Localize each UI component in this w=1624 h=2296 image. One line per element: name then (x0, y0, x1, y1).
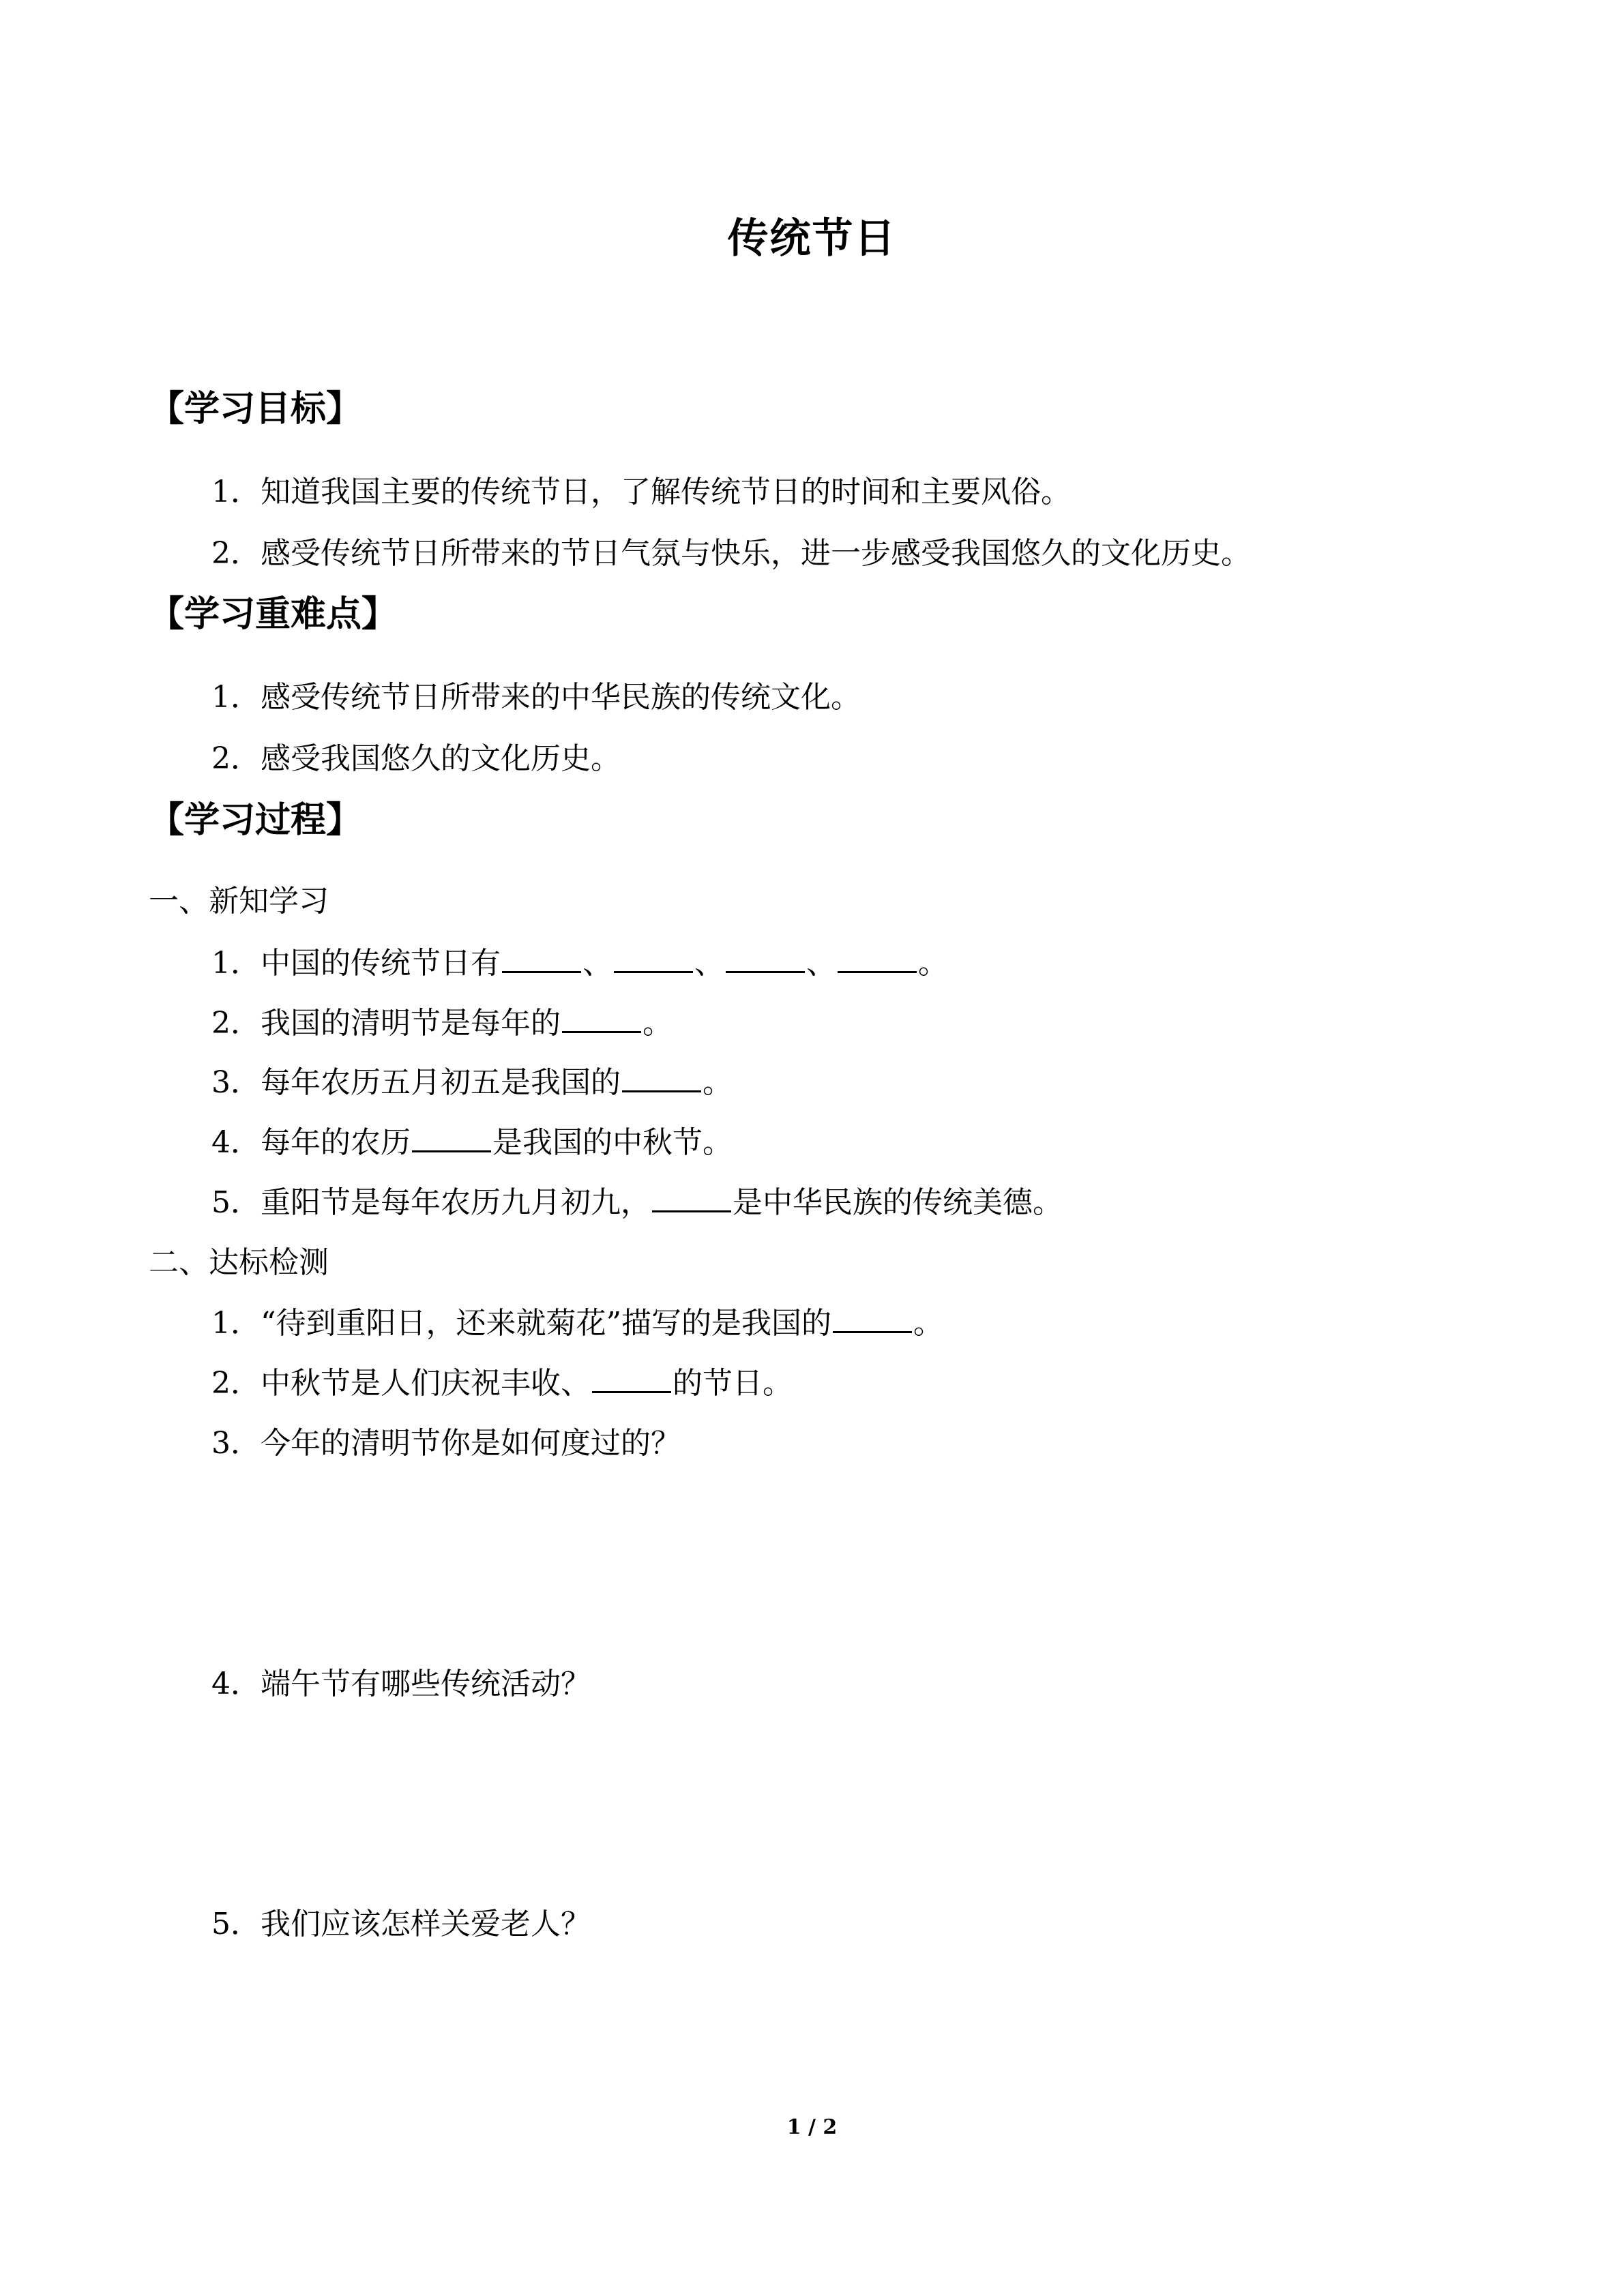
new-knowledge-question-1: 1．中国的传统节日有 、 、 、 。 (211, 942, 948, 984)
assessment-question-4: 4．端午节有哪些传统活动？ (211, 1667, 591, 1701)
answer-blank[interactable] (652, 1182, 731, 1212)
page-number: 1 / 2 (786, 2115, 838, 2139)
heading-learning-process: 【学习过程】 (149, 800, 362, 841)
new-knowledge-question-5: 5．重阳节是每年农历九月初九， 是中华民族的传统美德。 (211, 1182, 1063, 1223)
key-point-item-2: 2．感受我国悠久的文化历史。 (211, 741, 621, 776)
answer-blank[interactable] (502, 942, 581, 973)
answer-blank[interactable] (614, 942, 693, 973)
key-point-item-1: 1．感受传统节日所带来的中华民族的传统文化。 (211, 680, 861, 715)
new-knowledge-question-3: 3．每年农历五月初五是我国的 。 (211, 1062, 733, 1103)
assessment-question-5: 5．我们应该怎样关爱老人？ (211, 1907, 591, 1941)
assessment-question-3: 3．今年的清明节你是如何度过的？ (211, 1426, 681, 1461)
answer-blank[interactable] (833, 1302, 912, 1333)
heading-key-points: 【学习重难点】 (149, 594, 398, 635)
answer-blank[interactable] (838, 942, 917, 973)
answer-blank[interactable] (412, 1122, 491, 1152)
goal-item-2: 2．感受传统节日所带来的节日气氛与快乐，进一步感受我国悠久的文化历史。 (211, 536, 1251, 571)
assessment-question-2: 2．中秋节是人们庆祝丰收、 的节日。 (211, 1362, 793, 1404)
goal-item-1: 1．知道我国主要的传统节日，了解传统节日的时间和主要风俗。 (211, 475, 1071, 509)
subsection-new-knowledge: 一、新知学习 (149, 884, 329, 919)
answer-blank[interactable] (622, 1062, 701, 1092)
answer-blank[interactable] (592, 1362, 671, 1393)
answer-blank[interactable] (562, 1002, 641, 1033)
new-knowledge-question-2: 2．我国的清明节是每年的 。 (211, 1002, 673, 1044)
answer-blank[interactable] (726, 942, 805, 973)
new-knowledge-question-4: 4．每年的农历 是我国的中秋节。 (211, 1122, 733, 1163)
page-title: 传统节日 (727, 215, 897, 263)
heading-learning-goals: 【学习目标】 (149, 389, 362, 430)
assessment-question-1: 1．“待到重阳日，还来就菊花”描写的是我国的 。 (211, 1302, 943, 1344)
subsection-assessment: 二、达标检测 (149, 1245, 329, 1280)
